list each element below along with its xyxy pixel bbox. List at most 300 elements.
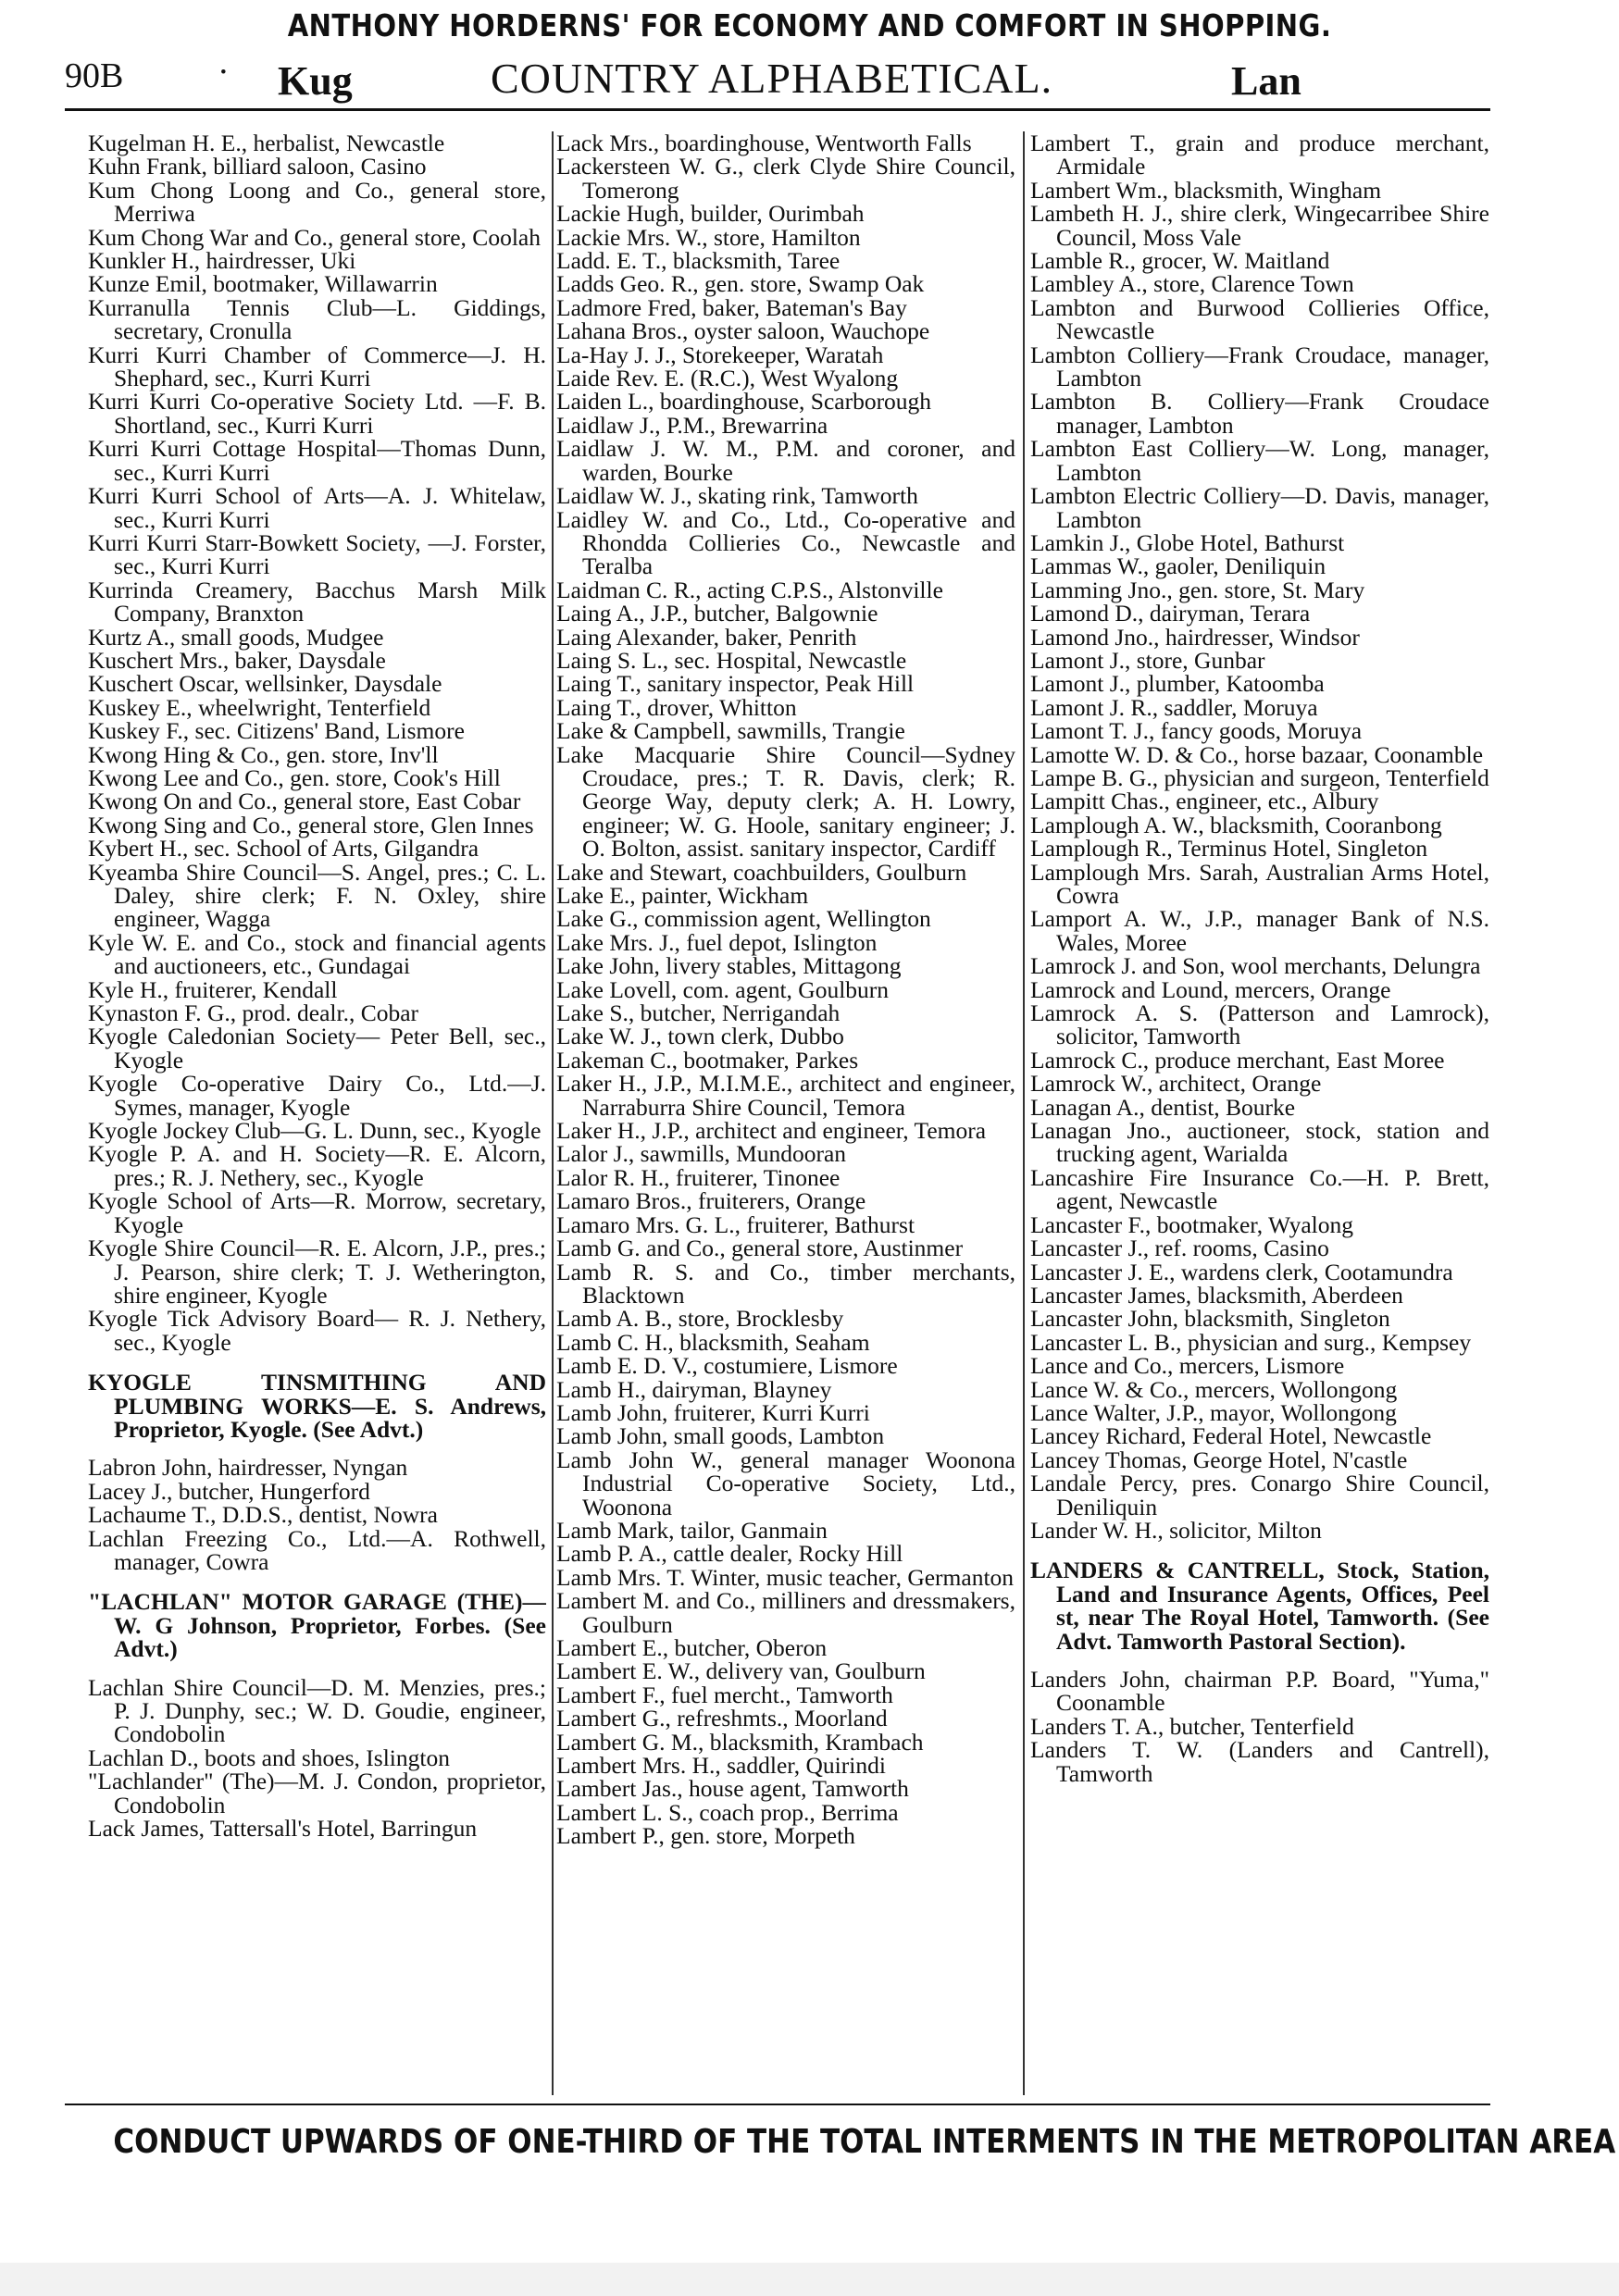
directory-entry [88, 623, 546, 651]
directory-entry [556, 1683, 1015, 1706]
entry-text: Lamble R., grocer, W. Maitland [1030, 247, 1330, 275]
entry-text: Labron John, hairdresser, Nyngan [88, 1454, 408, 1482]
entry-text: Ladmore Fred, baker, Bateman's Bay [556, 293, 907, 321]
page-header [65, 48, 1527, 104]
directory-entry [1030, 1305, 1489, 1333]
entry-text: Lake G., commission agent, Wellington [556, 905, 931, 933]
entry-text: Lake & Campbell, sawmills, Trangie [556, 717, 905, 745]
entry-text: Lamotte W. D. & Co., horse bazaar, Coonamble [1030, 740, 1484, 768]
entry-text: Laiden L., boardinghouse, Scarborough [556, 388, 932, 416]
entry-text: Lance W. & Co., mercers, Wollongong [1030, 1375, 1398, 1403]
entry-text: Lancey Thomas, George Hotel, N'castle [1030, 1446, 1408, 1473]
entry-text: Lambton Colliery—Frank Croudace, manager, Lambton [1030, 341, 1489, 392]
directory-entry [556, 1563, 1015, 1591]
entry-text: Lambert E., butcher, Oberon [556, 1634, 828, 1661]
directory-entry [1030, 1236, 1489, 1260]
directory-entry [1030, 270, 1489, 298]
entry-text: Lancashire Fire Insurance Co.—H. P. Brett, agent, Newcastle [1030, 1163, 1489, 1215]
entry-text: Lamont T. J., fancy goods, Moruya [1030, 717, 1363, 745]
directory-entry [88, 1024, 546, 1072]
entry-text: Lambton East Colliery—W. Long, manager, Lambton [1030, 435, 1489, 486]
entry-text: Lachaume T., D.D.S., dentist, Nowra [88, 1501, 438, 1529]
directory-entry [556, 1448, 1015, 1519]
entry-text: Lambert G., refreshmts., Moorland [556, 1705, 888, 1732]
entry-text: Lakeman C., bootmaker, Parkes [556, 1046, 859, 1074]
directory-entry [1030, 1668, 1489, 1715]
header-separator: · [218, 53, 230, 92]
directory-entry [556, 1163, 1015, 1191]
entry-text: Kwong On and Co., general store, East Cobar [88, 788, 521, 815]
directory-entry [1030, 1119, 1489, 1166]
entry-text: Kyeamba Shire Council—S. Angel, pres.; C. L. Daley, shire clerk; F. N. Oxley, shire engineer, Wagga [88, 858, 546, 933]
directory-entry [556, 999, 1015, 1027]
directory-entry [1030, 484, 1489, 531]
directory-entry [88, 1189, 546, 1236]
entry-text: Kurri Kurri Co-operative Society Ltd. —F. B. Shortland, sec., Kurri Kurri [88, 388, 546, 439]
entry-text: Laker H., J.P., M.I.M.E., architect and engineer, Narraburra Shire Council, Temora [556, 1070, 1015, 1121]
directory-entry [556, 858, 1015, 886]
column-divider [1023, 131, 1025, 2095]
entry-text: Lamrock C., produce merchant, East Moree [1030, 1046, 1445, 1074]
column-divider [552, 131, 554, 2095]
directory-entry [1030, 202, 1489, 249]
directory-entry [556, 317, 1015, 345]
directory-entry [88, 390, 546, 437]
directory-entry [1030, 1398, 1489, 1426]
entry-text: Kuschert Mrs., baker, Daysdale [88, 646, 386, 674]
directory-entry [1030, 717, 1489, 745]
entry-text: Lake Mrs. J., fuel depot, Islington [556, 928, 878, 956]
directory-entry [556, 247, 1015, 275]
directory-entry [556, 1589, 1015, 1636]
entry-text: Lambley A., store, Clarence Town [1030, 270, 1354, 298]
entry-text: "Lachlander" (The)—M. J. Condon, proprietor, Condobolin [88, 1768, 546, 1818]
directory-entry [1030, 1448, 1489, 1471]
entry-text: Lamont J., plumber, Katoomba [1030, 670, 1325, 698]
entry-text: Lackie Mrs. W., store, Hamilton [556, 223, 861, 251]
directory-entry [1030, 1093, 1489, 1121]
directory-entry [1030, 1712, 1489, 1740]
entry-text: Lake and Stewart, coachbuilders, Goulburn [556, 858, 967, 886]
directory-entry [1030, 602, 1489, 625]
entry-text: Lackersteen W. G., clerk Clyde Shire Council, Tomerong [556, 153, 1015, 204]
directory-entry [1030, 670, 1489, 698]
advertisement-entry [88, 1371, 546, 1441]
entry-text: Laidley W. and Co., Ltd., Co-operative and Rhondda Collieries Co., Newcastle and Teralba [556, 505, 1015, 580]
directory-entry [556, 293, 1015, 321]
entry-text: Lamb John, fruiterer, Kurri Kurri [556, 1398, 870, 1426]
entry-text: Kyogle Tick Advisory Board— R. J. Nethery, sec., Kyogle [88, 1305, 546, 1356]
entry-text: Kyogle Co-operative Dairy Co., Ltd.—J. Symes, manager, Kyogle [88, 1070, 546, 1121]
directory-entry [1030, 552, 1489, 580]
directory-entry [88, 813, 546, 837]
advertisement-entry [88, 1588, 546, 1663]
entry-text: Lambert Jas., house agent, Tamworth [556, 1775, 909, 1803]
directory-entry [1030, 740, 1489, 768]
directory-entry [1030, 813, 1489, 837]
directory-entry [1030, 763, 1489, 791]
entry-text: Lancaster John, blacksmith, Singleton [1030, 1305, 1390, 1333]
directory-entry [88, 131, 546, 155]
directory-entry [88, 763, 546, 791]
directory-entry [556, 1187, 1015, 1215]
entry-text: Lambert G. M., blacksmith, Krambach [556, 1728, 924, 1756]
directory-entry [556, 1352, 1015, 1380]
entry-text: KYOGLE TINSMITHING AND PLUMBING WORKS—E. S. Andrews, Proprietor, Kyogle. (See Advt.) [88, 1369, 546, 1443]
directory-entry [556, 670, 1015, 698]
entry-text: Lamond Jno., hairdresser, Windsor [1030, 623, 1360, 651]
entry-text: Lake Lovell, com. agent, Goulburn [556, 975, 890, 1003]
entry-text: Lamb P. A., cattle dealer, Rocky Hill [556, 1540, 903, 1568]
directory-entry [556, 1236, 1015, 1260]
entry-text: Laidlaw J. W. M., P.M. and coroner, and warden, Bourke [556, 435, 1015, 486]
directory-entry [88, 740, 546, 768]
entry-text: Lambert E. W., delivery van, Goulburn [556, 1657, 926, 1685]
catchword-left: Kug [278, 58, 353, 104]
entry-text: Lamb A. B., store, Brocklesby [556, 1305, 844, 1333]
directory-entry [556, 1422, 1015, 1450]
entry-text: Kyogle School of Arts—R. Morrow, secretary, Kyogle [88, 1187, 546, 1238]
entry-text: Kynaston F. G., prod. dealr., Cobar [88, 999, 419, 1027]
entry-text: Kyle W. E. and Co., stock and financial agents and auctioneers, etc., Gundagai [88, 928, 546, 980]
directory-entry [1030, 1001, 1489, 1049]
directory-entry [556, 155, 1015, 202]
directory-entry [88, 1746, 546, 1769]
entry-text: Kurri Kurri Cottage Hospital—Thomas Dunn, sec., Kurri Kurri [88, 435, 546, 486]
entry-text: Lancaster F., bootmaker, Wyalong [1030, 1210, 1353, 1238]
directory-entry [556, 131, 1015, 155]
entry-text: Kurri Kurri Chamber of Commerce—J. H. Shephard, sec., Kurri Kurri [88, 341, 546, 392]
entry-text: Lamrock and Lound, mercers, Orange [1030, 975, 1391, 1003]
directory-entry [88, 975, 546, 1003]
directory-entry [1030, 293, 1489, 345]
entry-text: Lambert T., grain and produce merchant, Armidale [1030, 131, 1489, 180]
directory-entry [556, 905, 1015, 933]
entry-text: Lamplough A. W., blacksmith, Cooranbong [1030, 811, 1442, 838]
entry-text: Kurri Kurri School of Arts—A. J. Whitelaw, sec., Kurri Kurri [88, 482, 546, 533]
entry-text: Kyogle P. A. and H. Society—R. E. Alcorn, pres.; R. J. Nethery, sec., Kyogle [88, 1140, 546, 1191]
directory-entry [88, 1769, 546, 1817]
entry-text: Laing S. L., sec. Hospital, Newcastle [556, 646, 907, 674]
directory-entry [88, 293, 546, 345]
entry-text: Lamb E. D. V., costumiere, Lismore [556, 1352, 898, 1380]
entry-text: Kurranulla Tennis Club—L. Giddings, secretary, Cronulla [88, 293, 546, 345]
entry-text: Kuskey F., sec. Citizens' Band, Lismore [88, 717, 465, 745]
entry-text: Lalor R. H., fruiterer, Tinonee [556, 1163, 841, 1191]
entry-text: Kum Chong Loong and Co., general store, Merriwa [88, 176, 546, 228]
directory-entry [556, 693, 1015, 721]
directory-entry [556, 602, 1015, 625]
entry-text: Landers T. W. (Landers and Cantrell), Tamworth [1030, 1736, 1489, 1787]
directory-column-3 [1030, 131, 1489, 2098]
entry-text: Kyogle Jockey Club—G. L. Dunn, sec., Kyogle [88, 1117, 542, 1145]
entry-text: Lamb Mrs. T. Winter, music teacher, Germanton [556, 1563, 1015, 1591]
entry-text: Laing T., drover, Whitton [556, 693, 797, 721]
directory-entry [556, 578, 1015, 602]
directory-entry [88, 578, 546, 626]
entry-text: Lamplough R., Terminus Hotel, Singleton [1030, 835, 1428, 863]
directory-entry [88, 670, 546, 698]
directory-entry [1030, 1516, 1489, 1544]
directory-entry [556, 1398, 1015, 1426]
directory-entry [556, 975, 1015, 1003]
entry-text: Lance and Co., mercers, Lismore [1030, 1352, 1345, 1380]
entry-text: Ladds Geo. R., gen. store, Swamp Oak [556, 270, 925, 298]
directory-entry [1030, 975, 1489, 1003]
entry-text: Lamming Jno., gen. store, St. Mary [1030, 576, 1365, 603]
directory-entry [88, 343, 546, 391]
directory-entry [556, 1728, 1015, 1756]
entry-text: Lamb G. and Co., general store, Austinmer [556, 1235, 964, 1262]
directory-entry [556, 928, 1015, 956]
entry-text: Lamrock W., architect, Orange [1030, 1070, 1322, 1098]
directory-entry [88, 270, 546, 298]
directory-entry [1030, 1070, 1489, 1098]
entry-text: Landers T. A., butcher, Tenterfield [1030, 1712, 1354, 1740]
page-number: 90B [65, 56, 124, 95]
entry-text: Kurtz A., small goods, Mudgee [88, 623, 384, 651]
entry-text: Lamb John, small goods, Lambton [556, 1422, 885, 1450]
directory-entry [1030, 693, 1489, 721]
directory-entry [88, 155, 546, 178]
entry-text: Lalor J., sawmills, Mundooran [556, 1140, 847, 1168]
page-edge [0, 2263, 1619, 2296]
directory-entry [88, 1815, 546, 1843]
entry-text: Laker H., J.P., architect and engineer, Temora [556, 1117, 987, 1145]
entry-text: Lancaster James, blacksmith, Aberdeen [1030, 1281, 1403, 1309]
directory-entry [556, 482, 1015, 510]
directory-entry [556, 1305, 1015, 1333]
entry-text: Kybert H., sec. School of Arts, Gilgandra [88, 835, 479, 863]
bottom-advertisement-banner: CONDUCT UPWARDS OF ONE-THIRD OF THE TOTAL INTERMENTS IN THE METROPOLITAN AREA [113, 2123, 1616, 2161]
directory-entry [556, 952, 1015, 980]
directory-entry [1030, 247, 1489, 275]
directory-entry [88, 223, 546, 251]
directory-entry [1030, 835, 1489, 863]
directory-entry [556, 1375, 1015, 1403]
entry-text: Lambton Electric Colliery—D. Davis, manager, Lambton [1030, 482, 1489, 533]
entry-text: Lamont J., store, Gunbar [1030, 646, 1265, 674]
entry-text: Kunkler H., hairdresser, Uki [88, 247, 356, 275]
directory-entry [88, 1524, 546, 1575]
entry-text: LANDERS & CANTRELL, Stock, Station, Land and Insurance Agents, Offices, Peel st, near The Royal Hotel, Tamworth. (See Advt. Tamworth Pastoral Section). [1030, 1557, 1489, 1655]
entry-text: Kum Chong War and Co., general store, Coolah [88, 223, 541, 251]
entry-text: Lambeth H. J., shire clerk, Wingecarribee Shire Council, Moss Vale [1030, 200, 1489, 251]
entry-text: Kwong Lee and Co., gen. store, Cook's Hill [88, 763, 501, 791]
directory-entry [556, 366, 1015, 390]
directory-entry [556, 1775, 1015, 1803]
directory-entry [556, 1072, 1015, 1119]
entry-text: Lamb John W., general manager Woonona Industrial Co-operative Society, Ltd., Woonona [556, 1446, 1015, 1520]
entry-text: Lambert F., fuel mercht., Tamworth [556, 1681, 893, 1708]
directory-entry [556, 1328, 1015, 1356]
directory-entry [1030, 907, 1489, 954]
directory-entry [556, 740, 1015, 863]
directory-entry [1030, 1422, 1489, 1450]
entry-text: Lambert L. S., coach prop., Berrima [556, 1798, 899, 1826]
entry-text: Lamb C. H., blacksmith, Seaham [556, 1328, 870, 1356]
entry-text: Kuschert Oscar, wellsinker, Daysdale [88, 670, 442, 698]
directory-entry [88, 1236, 546, 1307]
directory-entry [556, 884, 1015, 907]
directory-entry [1030, 858, 1489, 909]
directory-entry [556, 223, 1015, 251]
entry-text: Lake W. J., town clerk, Dubbo [556, 1023, 844, 1050]
directory-column-1 [88, 131, 546, 2098]
entry-text: Laidlaw J., P.M., Brewarrina [556, 411, 828, 439]
entry-text: Laing T., sanitary inspector, Peak Hill [556, 670, 915, 698]
entry-text: Lake John, livery stables, Mittagong [556, 952, 902, 980]
directory-entry [556, 1657, 1015, 1685]
directory-entry [88, 928, 546, 980]
entry-text: Lamaro Bros., fruiterers, Orange [556, 1187, 866, 1215]
directory-entry [556, 1822, 1015, 1850]
entry-text: Lachlan Freezing Co., Ltd.—A. Rothwell, manager, Cowra [88, 1524, 546, 1575]
entry-text: Kugelman H. E., herbalist, Newcastle [88, 131, 445, 156]
directory-entry [88, 835, 546, 863]
directory-entry [1030, 1471, 1489, 1519]
entry-text: Lamrock A. S. (Patterson and Lamrock), solicitor, Tamworth [1030, 999, 1489, 1050]
directory-entry [1030, 1260, 1489, 1284]
entry-text: Lake S., butcher, Nerrigandah [556, 999, 841, 1027]
directory-entry [556, 1636, 1015, 1659]
page-title: COUNTRY ALPHABETICAL. [491, 55, 1053, 102]
advertisement-entry [1030, 1558, 1489, 1653]
entry-text: Lambert P., gen. store, Morpeth [556, 1822, 855, 1850]
directory-entry [1030, 343, 1489, 391]
directory-entry [1030, 1328, 1489, 1356]
directory-entry [1030, 528, 1489, 556]
directory-entry [88, 1501, 546, 1529]
entry-text: Lancey Richard, Federal Hotel, Newcastle [1030, 1422, 1432, 1450]
entry-text: Ladd. E. T., blacksmith, Taree [556, 247, 841, 275]
directory-entry [88, 646, 546, 674]
directory-entry [556, 1260, 1015, 1308]
entry-text: Kyle H., fruiterer, Kendall [88, 975, 338, 1003]
directory-entry [88, 1072, 546, 1119]
directory-entry [88, 1307, 546, 1354]
directory-entry [556, 646, 1015, 674]
directory-entry [88, 999, 546, 1027]
entry-text: Lack Mrs., boardinghouse, Wentworth Falls [556, 131, 972, 156]
directory-entry [556, 1024, 1015, 1048]
entry-text: Lamb H., dairyman, Blayney [556, 1375, 832, 1403]
entry-text: Lamond D., dairyman, Terara [1030, 600, 1311, 627]
entry-text: Kuskey E., wheelwright, Tenterfield [88, 693, 431, 721]
directory-entry [556, 200, 1015, 228]
entry-text: Lambert Mrs. H., saddler, Quirindi [556, 1752, 886, 1780]
entry-text: Landers John, chairman P.P. Board, "Yuma," Coonamble [1030, 1666, 1489, 1717]
header-rule [65, 108, 1490, 111]
directory-entry [88, 1673, 546, 1748]
entry-text: Landale Percy, pres. Conargo Shire Council, Deniliquin [1030, 1470, 1489, 1520]
entry-text: "LACHLAN" MOTOR GARAGE (THE)—W. G Johnson, Proprietor, Forbes. (See Advt.) [88, 1588, 546, 1663]
entry-text: Lambton B. Colliery—Frank Croudace manager, Lambton [1030, 388, 1489, 439]
directory-entry [556, 1752, 1015, 1780]
directory-column-2 [556, 131, 1015, 2098]
entry-text: Lancaster J. E., wardens clerk, Cootamundra [1030, 1258, 1453, 1285]
entry-text: Kyogle Caledonian Society— Peter Bell, sec., Kyogle [88, 1023, 546, 1074]
entry-text: Lancaster J., ref. rooms, Casino [1030, 1235, 1329, 1262]
directory-entry [556, 343, 1015, 366]
directory-entry [1030, 1281, 1489, 1309]
entry-text: Lamb Mark, tailor, Ganmain [556, 1516, 828, 1544]
entry-text: Lamont J. R., saddler, Moruya [1030, 693, 1318, 721]
entry-text: Kurri Kurri Starr-Bowkett Society, —J. Forster, sec., Kurri Kurri [88, 528, 546, 580]
entry-text: Lake E., painter, Wickham [556, 882, 809, 909]
entry-text: Lamkin J., Globe Hotel, Bathurst [1030, 528, 1345, 556]
directory-entry [1030, 646, 1489, 674]
entry-text: Lamplough Mrs. Sarah, Australian Arms Hotel, Cowra [1030, 858, 1489, 909]
directory-entry [556, 1516, 1015, 1544]
entry-text: Lachlan D., boots and shoes, Islington [88, 1744, 450, 1771]
directory-entry [556, 717, 1015, 745]
directory-entry [1030, 390, 1489, 437]
entry-text: Lachlan Shire Council—D. M. Menzies, pres.; P. J. Dunphy, sec.; W. D. Goudie, engineer, Condobolin [88, 1673, 546, 1748]
entry-text: Lackie Hugh, builder, Ourimbah [556, 200, 865, 228]
entry-text: Lahana Bros., oyster saloon, Wauchope [556, 317, 930, 345]
directory-entry [1030, 578, 1489, 602]
directory-entry [556, 1706, 1015, 1730]
entry-text: Kwong Sing and Co., general store, Glen Innes [88, 811, 534, 838]
directory-entry [1030, 789, 1489, 813]
directory-entry [1030, 437, 1489, 484]
directory-entry [556, 1046, 1015, 1074]
directory-entry [1030, 176, 1489, 204]
directory-entry [88, 1142, 546, 1189]
directory-entry [88, 528, 546, 580]
catchword-right: Lan [1231, 58, 1301, 104]
entry-text: Kwong Hing & Co., gen. store, Inv'll [88, 740, 439, 768]
entry-text: Lander W. H., solicitor, Milton [1030, 1516, 1322, 1544]
directory-entry [88, 437, 546, 484]
entry-text: Laidlaw W. J., skating rink, Tamworth [556, 482, 918, 510]
directory-entry [88, 1454, 546, 1482]
entry-text: Lamaro Mrs. G. L., fruiterer, Bathurst [556, 1210, 915, 1238]
directory-entry [556, 388, 1015, 416]
entry-text: Kunze Emil, bootmaker, Willawarrin [88, 270, 438, 298]
entry-text: Lamport A. W., J.P., manager Bank of N.S. Wales, Moree [1030, 905, 1489, 956]
entry-text: Lake Macquarie Shire Council—Sydney Croudace, pres.; T. R. Davis, clerk; R. George Way, deputy clerk; A. H. Lowry, engineer; W. G. Hoole, sanitary engineer; J. O. Bolton, assist. sanitary inspector, Cardiff [556, 740, 1015, 863]
entry-text: Lancaster L. B., physician and surg., Kempsey [1030, 1328, 1472, 1356]
directory-entry [1030, 1738, 1489, 1785]
entry-text: Kurrinda Creamery, Bacchus Marsh Milk Company, Branxton [88, 576, 546, 627]
entry-text: Lampitt Chas., engineer, etc., Albury [1030, 788, 1379, 815]
entry-text: Lacey J., butcher, Hungerford [88, 1477, 370, 1505]
directory-entry [1030, 131, 1489, 179]
directory-entry [556, 1117, 1015, 1145]
directory-entry [1030, 1352, 1489, 1380]
directory-entry [88, 693, 546, 721]
entry-text: Lance Walter, J.P., mayor, Wollongong [1030, 1398, 1397, 1426]
directory-entry [556, 437, 1015, 484]
entry-text: Lampe B. G., physician and surgeon, Tenterfield [1030, 763, 1489, 791]
entry-text: Lanagan A., dentist, Bourke [1030, 1093, 1296, 1121]
entry-text: Lamrock J. and Son, wool merchants, Delungra [1030, 952, 1481, 980]
top-advertisement-banner: ANTHONY HORDERNS' FOR ECONOMY AND COMFORT IN SHOPPING. [287, 7, 1332, 43]
directory-entry [88, 1477, 546, 1505]
directory-entry [556, 505, 1015, 580]
directory-entry [88, 176, 546, 228]
directory-entry [556, 1798, 1015, 1826]
entry-text: Lack James, Tattersall's Hotel, Barringun [88, 1815, 478, 1843]
directory-entry [1030, 1210, 1489, 1238]
directory-entry [556, 270, 1015, 298]
directory-entry [1030, 1046, 1489, 1074]
directory-entry [1030, 623, 1489, 651]
entry-text: Lamb R. S. and Co., timber merchants, Blacktown [556, 1258, 1015, 1309]
entry-text: Lambert M. and Co., milliners and dressmakers, Goulburn [556, 1587, 1015, 1638]
